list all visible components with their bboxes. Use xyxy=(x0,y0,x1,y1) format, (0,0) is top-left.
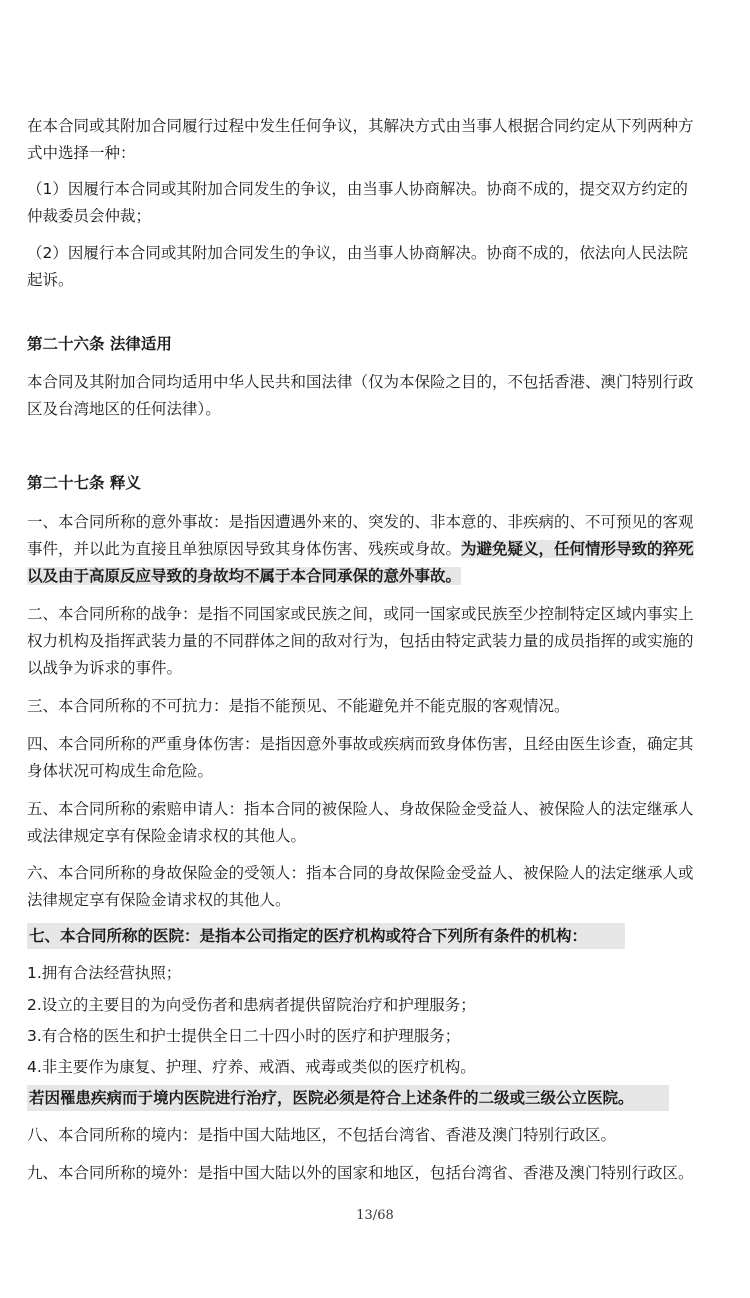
def-war-line-1: 二、本合同所称的战争：是指不同国家或民族之间，或同一国家或民族至少控制特定区域内事实上 xyxy=(27,605,694,623)
def-accident-emphasis-cont: 以及由于高原反应导致的身故均不属于本合同承保的意外事故。 xyxy=(27,567,462,585)
dispute-option-1-line-2: 仲裁委员会仲裁； xyxy=(27,207,152,225)
dispute-intro-line-2: 式中选择一种： xyxy=(27,144,136,162)
def-accident-line-2 xyxy=(27,536,727,562)
def-war-line-2: 权力机构及指挥武装力量的不同群体之间的敌对行为，包括由特定武装力量的成员指挥的或实施的 xyxy=(27,632,694,650)
def-domestic: 八、本合同所称的境内：是指中国大陆地区，不包括台湾省、香港及澳门特别行政区。 xyxy=(27,1126,617,1144)
article-26-heading: 第二十六条 法律适用 xyxy=(27,335,172,353)
def-accident-line-3 xyxy=(27,563,727,589)
governing-law-line-1: 本合同及其附加合同均适用中华人民共和国法律（仅为本保险之目的，不包括香港、澳门特别行政 xyxy=(27,373,694,391)
def-serious-injury-line-1: 四、本合同所称的严重身体伤害：是指因意外事故或疾病而致身体伤害，且经由医生诊查，确定其 xyxy=(27,735,694,753)
page-number: 13/68 xyxy=(356,1208,394,1223)
domestic-hospital-requirement: 若因罹患疾病而于境内医院进行治疗，医院必须是符合上述条件的二级或三级公立医院。 xyxy=(27,1085,669,1111)
def-war-line-3: 以战争为诉求的事件。 xyxy=(27,659,183,677)
hospital-condition-2: 2.设立的主要目的为向受伤者和患病者提供留院治疗和护理服务； xyxy=(27,996,476,1014)
dispute-intro-line-1: 在本合同或其附加合同履行过程中发生任何争议，其解决方式由当事人根据合同约定从下列两种方 xyxy=(27,117,694,135)
def-overseas: 九、本合同所称的境外：是指中国大陆以外的国家和地区，包括台湾省、香港及澳门特别行政区。 xyxy=(27,1164,694,1182)
article-27-heading: 第二十七条 释义 xyxy=(27,474,141,492)
def-recipient-line-1: 六、本合同所称的身故保险金的受领人：指本合同的身故保险金受益人、被保险人的法定继承人或 xyxy=(27,864,694,882)
dispute-option-2-line-1: （2）因履行本合同或其附加合同发生的争议，由当事人协商解决。协商不成的，依法向人民法院 xyxy=(27,244,688,262)
governing-law-line-2: 区及台湾地区的任何法律）。 xyxy=(27,400,221,418)
def-accident-plain: 事件，并以此为直接且单独原因导致其身体伤害、残疾或身故。 xyxy=(27,540,462,558)
def-claimant-line-2: 或法律规定享有保险金请求权的其他人。 xyxy=(27,827,307,845)
def-accident-emphasis: 为避免疑义，任何情形导致的猝死 xyxy=(461,540,694,558)
hospital-condition-4: 4.非主要作为康复、护理、疗养、戒酒、戒毒或类似的医疗机构。 xyxy=(27,1058,476,1076)
dispute-option-1-line-1: （1）因履行本合同或其附加合同发生的争议，由当事人协商解决。协商不成的，提交双方约定的 xyxy=(27,180,688,198)
def-accident-line-1: 一、本合同所称的意外事故：是指因遭遇外来的、突发的、非本意的、非疾病的、不可预见的客观 xyxy=(27,513,694,531)
def-claimant-line-1: 五、本合同所称的索赔申请人：指本合同的被保险人、身故保险金受益人、被保险人的法定继承人 xyxy=(27,800,694,818)
dispute-option-2-line-2: 起诉。 xyxy=(27,271,74,289)
def-hospital-heading: 七、本合同所称的医院：是指本公司指定的医疗机构或符合下列所有条件的机构： xyxy=(27,923,625,949)
def-serious-injury-line-2: 身体状况可构成生命危险。 xyxy=(27,762,214,780)
hospital-condition-3: 3.有合格的医生和护士提供全日二十四小时的医疗和护理服务； xyxy=(27,1027,461,1045)
def-recipient-line-2: 法律规定享有保险金请求权的其他人。 xyxy=(27,891,291,909)
def-force-majeure: 三、本合同所称的不可抗力：是指不能预见、不能避免并不能克服的客观情况。 xyxy=(27,697,570,715)
hospital-condition-1: 1.拥有合法经营执照； xyxy=(27,964,182,982)
